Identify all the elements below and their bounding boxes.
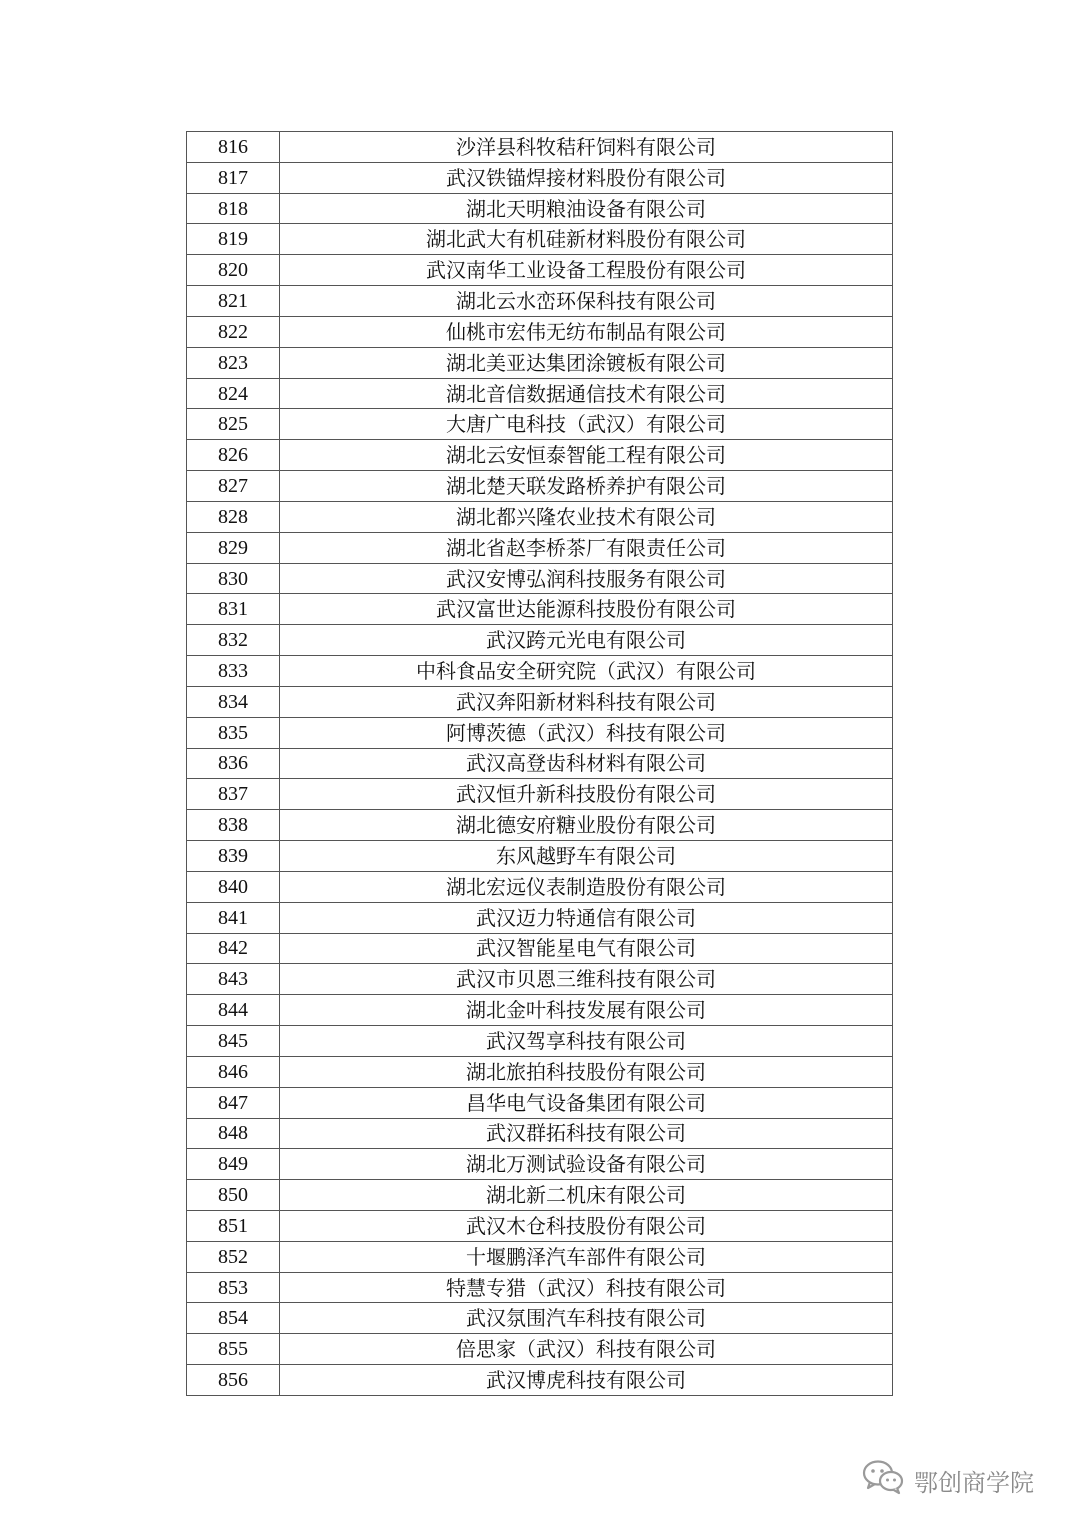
- table-row: [187, 1118, 893, 1149]
- row-number: 847: [187, 1087, 280, 1118]
- company-name: 武汉驾享科技有限公司: [280, 1026, 893, 1057]
- table-row: [187, 625, 893, 656]
- row-number: 851: [187, 1210, 280, 1241]
- table-row: [187, 594, 893, 625]
- table-row: [187, 1241, 893, 1272]
- row-number: 835: [187, 717, 280, 748]
- table-row: [187, 532, 893, 563]
- table-row: [187, 440, 893, 471]
- company-name: 武汉智能星电气有限公司: [280, 933, 893, 964]
- company-name: 武汉木仓科技股份有限公司: [280, 1210, 893, 1241]
- company-name: 倍思家（武汉）科技有限公司: [280, 1334, 893, 1365]
- table-row: [187, 933, 893, 964]
- company-name: 湖北美亚达集团涂镀板有限公司: [280, 347, 893, 378]
- row-number: 821: [187, 286, 280, 317]
- table-row: [187, 1087, 893, 1118]
- company-name: 十堰鹏泽汽车部件有限公司: [280, 1241, 893, 1272]
- company-name: 湖北天明粮油设备有限公司: [280, 193, 893, 224]
- row-number: 834: [187, 686, 280, 717]
- row-number: 826: [187, 440, 280, 471]
- company-name: 湖北新二机床有限公司: [280, 1180, 893, 1211]
- table-row: [187, 1334, 893, 1365]
- row-number: 846: [187, 1056, 280, 1087]
- company-name: 湖北云水峦环保科技有限公司: [280, 286, 893, 317]
- company-name: 湖北宏远仪表制造股份有限公司: [280, 871, 893, 902]
- row-number: 856: [187, 1365, 280, 1396]
- company-name: 武汉奔阳新材料科技有限公司: [280, 686, 893, 717]
- table-row: [187, 563, 893, 594]
- table-row: [187, 1210, 893, 1241]
- company-name: 湖北云安恒泰智能工程有限公司: [280, 440, 893, 471]
- row-number: 822: [187, 316, 280, 347]
- company-name: 中科食品安全研究院（武汉）有限公司: [280, 656, 893, 687]
- company-name: 湖北旅拍科技股份有限公司: [280, 1056, 893, 1087]
- row-number: 843: [187, 964, 280, 995]
- row-number: 819: [187, 224, 280, 255]
- row-number: 853: [187, 1272, 280, 1303]
- company-name: 武汉氛围汽车科技有限公司: [280, 1303, 893, 1334]
- company-name: 特慧专猎（武汉）科技有限公司: [280, 1272, 893, 1303]
- row-number: 823: [187, 347, 280, 378]
- row-number: 828: [187, 501, 280, 532]
- table-row: [187, 902, 893, 933]
- company-name: 武汉博虎科技有限公司: [280, 1365, 893, 1396]
- row-number: 825: [187, 409, 280, 440]
- table-row: [187, 1149, 893, 1180]
- company-name: 武汉恒升新科技股份有限公司: [280, 779, 893, 810]
- table-row: [187, 1272, 893, 1303]
- table-row: [187, 995, 893, 1026]
- row-number: 824: [187, 378, 280, 409]
- company-name: 沙洋县科牧秸秆饲料有限公司: [280, 132, 893, 163]
- row-number: 838: [187, 810, 280, 841]
- company-name: 武汉市贝恩三维科技有限公司: [280, 964, 893, 995]
- company-name: 武汉迈力特通信有限公司: [280, 902, 893, 933]
- row-number: 852: [187, 1241, 280, 1272]
- table-row: [187, 1056, 893, 1087]
- row-number: 832: [187, 625, 280, 656]
- company-name: 武汉富世达能源科技股份有限公司: [280, 594, 893, 625]
- row-number: 839: [187, 841, 280, 872]
- table-row: [187, 471, 893, 502]
- row-number: 850: [187, 1180, 280, 1211]
- table-row: [187, 409, 893, 440]
- company-name: 大唐广电科技（武汉）有限公司: [280, 409, 893, 440]
- watermark-text: 鄂创商学院: [914, 1468, 1034, 1497]
- company-name: 武汉安博弘润科技服务有限公司: [280, 563, 893, 594]
- row-number: 855: [187, 1334, 280, 1365]
- company-name: 武汉高登齿科材料有限公司: [280, 748, 893, 779]
- company-name: 武汉铁锚焊接材料股份有限公司: [280, 162, 893, 193]
- row-number: 833: [187, 656, 280, 687]
- table-row: [187, 347, 893, 378]
- row-number: 827: [187, 471, 280, 502]
- company-name: 仙桃市宏伟无纺布制品有限公司: [280, 316, 893, 347]
- row-number: 848: [187, 1118, 280, 1149]
- row-number: 854: [187, 1303, 280, 1334]
- company-name: 东风越野车有限公司: [280, 841, 893, 872]
- row-number: 830: [187, 563, 280, 594]
- row-number: 818: [187, 193, 280, 224]
- row-number: 842: [187, 933, 280, 964]
- company-name: 武汉跨元光电有限公司: [280, 625, 893, 656]
- row-number: 845: [187, 1026, 280, 1057]
- row-number: 836: [187, 748, 280, 779]
- row-number: 837: [187, 779, 280, 810]
- company-name: 湖北德安府糖业股份有限公司: [280, 810, 893, 841]
- table-row: [187, 656, 893, 687]
- row-number: 829: [187, 532, 280, 563]
- table-row: [187, 501, 893, 532]
- table-row: [187, 255, 893, 286]
- row-number: 831: [187, 594, 280, 625]
- table-row: [187, 748, 893, 779]
- table-row: [187, 162, 893, 193]
- row-number: 844: [187, 995, 280, 1026]
- row-number: 817: [187, 162, 280, 193]
- table-row: [187, 1026, 893, 1057]
- table-row: [187, 132, 893, 163]
- table-body: [187, 132, 893, 1396]
- table-row: [187, 871, 893, 902]
- table-row: [187, 686, 893, 717]
- row-number: 849: [187, 1149, 280, 1180]
- company-name: 湖北楚天联发路桥养护有限公司: [280, 471, 893, 502]
- company-name: 湖北都兴隆农业技术有限公司: [280, 501, 893, 532]
- company-name: 昌华电气设备集团有限公司: [280, 1087, 893, 1118]
- table-row: [187, 841, 893, 872]
- company-name: 武汉群拓科技有限公司: [280, 1118, 893, 1149]
- company-name: 湖北音信数据通信技术有限公司: [280, 378, 893, 409]
- row-number: 816: [187, 132, 280, 163]
- table-row: [187, 717, 893, 748]
- table-row: [187, 779, 893, 810]
- table-row: [187, 1365, 893, 1396]
- table-row: [187, 810, 893, 841]
- wechat-icon: [862, 1459, 904, 1501]
- row-number: 841: [187, 902, 280, 933]
- company-name: 武汉南华工业设备工程股份有限公司: [280, 255, 893, 286]
- company-name: 湖北金叶科技发展有限公司: [280, 995, 893, 1026]
- company-list-table: [186, 131, 893, 1396]
- row-number: 840: [187, 871, 280, 902]
- company-name: 湖北万测试验设备有限公司: [280, 1149, 893, 1180]
- table-row: [187, 1303, 893, 1334]
- company-name: 阿博茨德（武汉）科技有限公司: [280, 717, 893, 748]
- table-row: [187, 286, 893, 317]
- watermark: [862, 1460, 1034, 1500]
- row-number: 820: [187, 255, 280, 286]
- table-row: [187, 1180, 893, 1211]
- table-row: [187, 193, 893, 224]
- company-name: 湖北省赵李桥茶厂有限责任公司: [280, 532, 893, 563]
- table-row: [187, 378, 893, 409]
- company-name: 湖北武大有机硅新材料股份有限公司: [280, 224, 893, 255]
- table-row: [187, 964, 893, 995]
- table-row: [187, 316, 893, 347]
- table-row: [187, 224, 893, 255]
